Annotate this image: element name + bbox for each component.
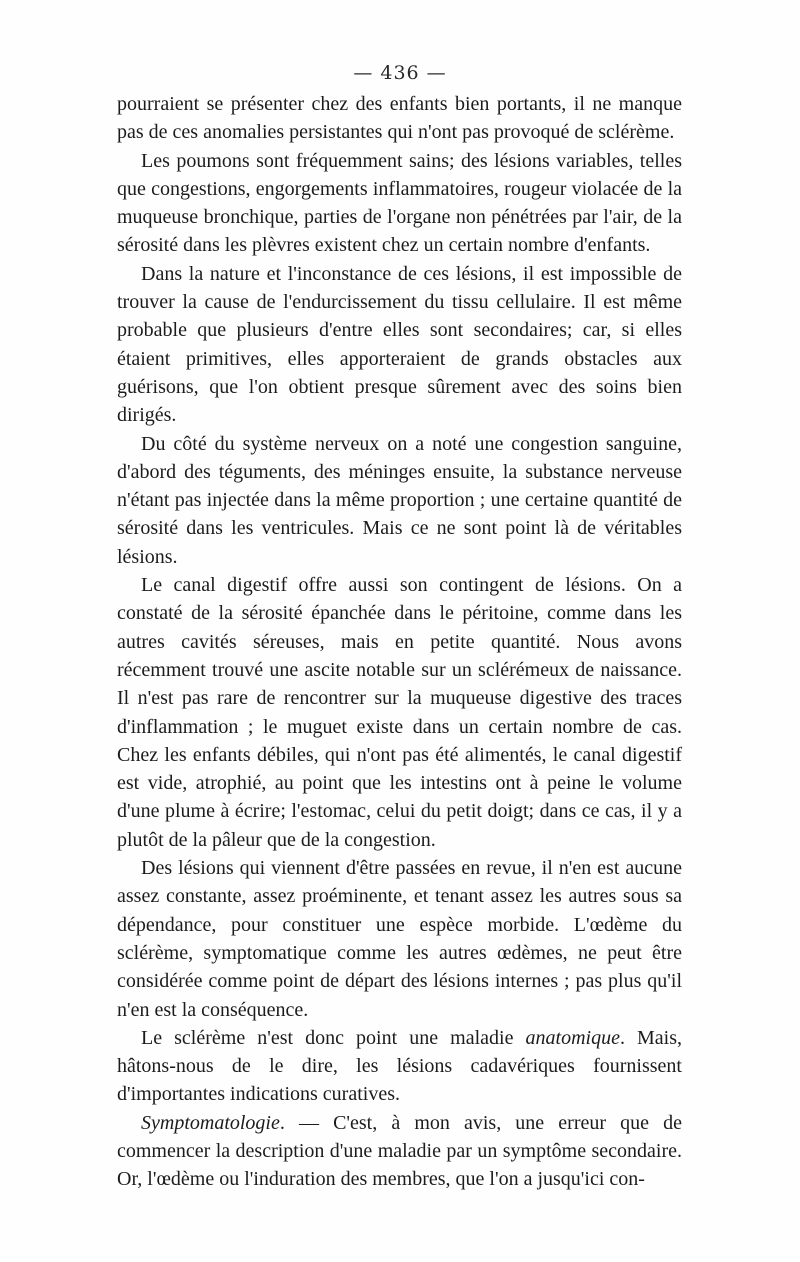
paragraph-symptomatology xyxy=(117,1109,682,1194)
paragraph-review: Des lésions qui viennent d'être passées en revue, il n'en est aucune assez constante, assez proéminente, et tenant assez les autres sous sa dépendance, pour constituer une espèce morbide. L'œdème du sclérème, symptomatique comme les autres œdèmes, ne peut être considérée comme point de départ des lésions internes ; pas plus qu'il n'en est la conséquence. xyxy=(117,857,682,1021)
paragraph-anatomic-lead: Le sclérème n'est donc point une maladie xyxy=(141,1026,526,1049)
section-heading-symptomatologie: Symptomatologie xyxy=(141,1111,280,1134)
page-number: — 436 — xyxy=(353,62,447,84)
paragraph-anatomic-rest: . Mais, hâtons-nous de le dire, les lésions cadavériques fournissent d'importantes indications curatives. xyxy=(117,1026,683,1106)
body-text xyxy=(117,90,682,1194)
italic-term-anatomique: anatomique xyxy=(525,1026,620,1049)
paragraph-symptomatology-rest: . — C'est, à mon avis, une erreur que de commencer la description d'une maladie par un symptôme secondaire. Or, l'œdème ou l'induration des membres, que l'on a jusqu'ici con- xyxy=(117,1111,682,1191)
paragraph-digestive-canal: Le canal digestif offre aussi son contingent de lésions. On a constaté de la sérosité épanchée dans le péritoine, comme dans les autres cavités séreuses, mais en petite quantité. Nous avons récemment trouvé une ascite notable sur un sclérémeux de naissance. Il n'est pas rare de rencontrer sur la muqueuse digestive des traces d'inflammation ; le muguet existe dans un certain nombre de cas. Chez les enfants débiles, qui n'ont pas été alimentés, le canal digestif est vide, atrophié, au point que les intestins ont à peine le volume d'une plume à écrire; l'estomac, celui du petit doigt; dans ce cas, il y a plutôt de la pâleur que de la congestion. xyxy=(117,574,682,851)
paragraph-continuation: pourraient se présenter chez des enfants bien portants, il ne manque pas de ces anomalies persistantes qui n'ont pas provoqué de sclérème. xyxy=(117,93,682,144)
paragraph-anatomic xyxy=(117,1024,682,1109)
paragraph-inconstancy: Dans la nature et l'inconstance de ces lésions, il est impossible de trouver la cause de l'endurcissement du tissu cellulaire. Il est même probable que plusieurs d'entre elles sont secondaires; car, si elles étaient primitives, elles apporteraient de grands obstacles aux guérisons, que l'on obtient presque sûrement avec des soins bien dirigés. xyxy=(117,262,682,427)
paragraph-nervous-system: Du côté du système nerveux on a noté une congestion sanguine, d'abord des téguments, des méninges ensuite, la substance nerveuse n'étant pas injectée dans la même proportion ; une certaine quantité de sérosité dans les ventricules. Mais ce ne sont point là de véritables lésions. xyxy=(117,432,682,568)
paragraph-lungs: Les poumons sont fréquemment sains; des lésions variables, telles que congestions, engorgements inflammatoires, rougeur violacée de la muqueuse bronchique, parties de l'organe non pénétrées par l'air, de la sérosité dans les plèvres existent chez un certain nombre d'enfants. xyxy=(117,149,682,257)
